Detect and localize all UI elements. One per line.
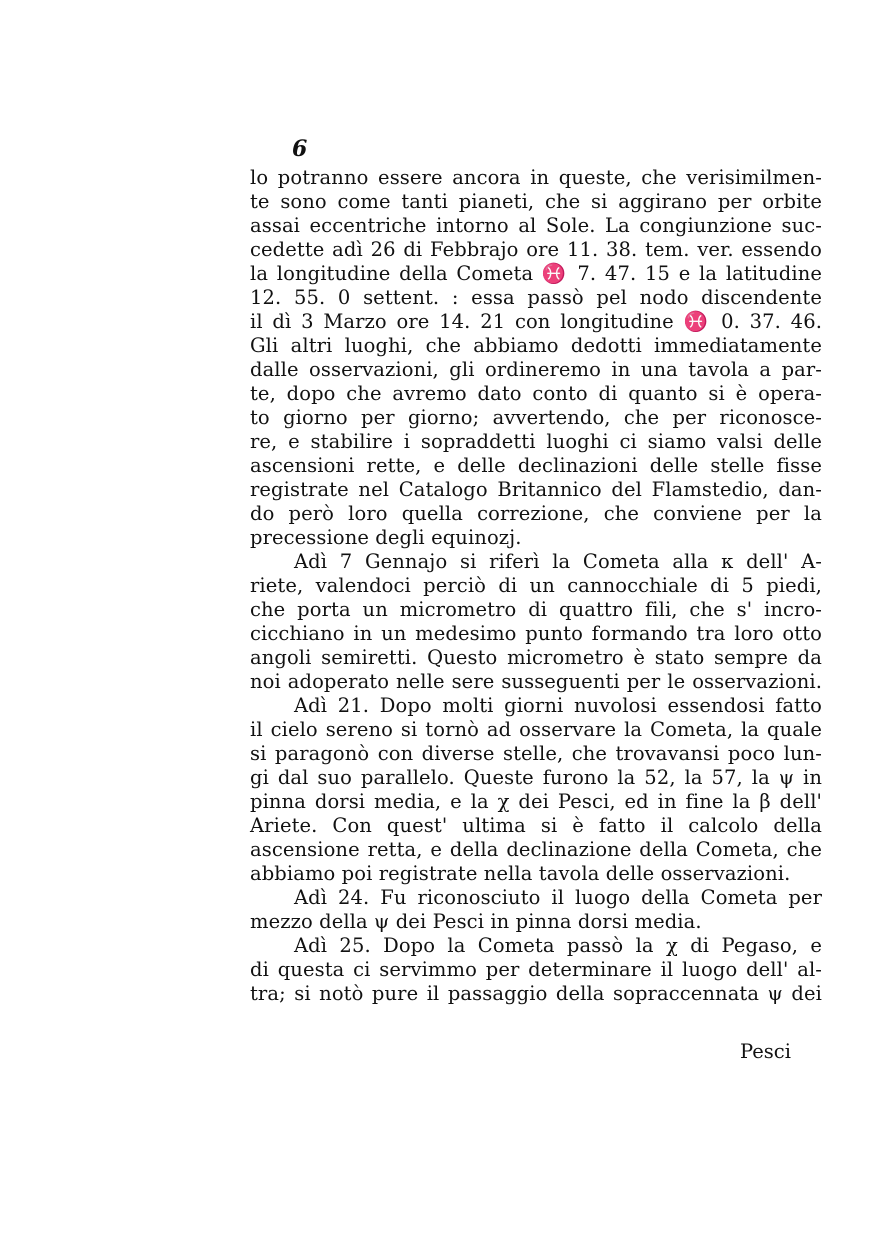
text-line: tra; si notò pure il passaggio della sopraccennata ψ dei: [250, 982, 822, 1005]
body-text: [250, 166, 822, 1006]
catchword: Pesci: [740, 1040, 791, 1063]
text-line: cicchiano in un medesimo punto formando tra loro otto: [250, 622, 822, 645]
text-line: ascensioni rette, e delle declinazioni delle stelle fisse: [250, 454, 822, 477]
text-line: Adì 24. Fu riconosciuto il luogo della Cometa per: [294, 886, 822, 909]
text-line: il dì 3 Marzo ore 14. 21 con longitudine ♓ 0. 37. 46.: [250, 310, 822, 333]
text-line: abbiamo poi registrate nella tavola delle osservazioni.: [250, 862, 791, 885]
text-line: mezzo della ψ dei Pesci in pinna dorsi media.: [250, 910, 702, 933]
text-line: Gli altri luoghi, che abbiamo dedotti immediatamente: [250, 334, 822, 357]
text-line: di questa ci servimmo per determinare il luogo dell' al-: [250, 958, 822, 981]
text-line: cedette adì 26 di Febbrajo ore 11. 38. tem. ver. essendo: [250, 238, 822, 261]
text-line: che porta un micrometro di quattro fili, che s' incro-: [250, 598, 822, 621]
text-line: noi adoperato nelle sere susseguenti per le osservazioni.: [250, 670, 822, 693]
page-number: 6: [292, 136, 308, 162]
text-line: te sono come tanti pianeti, che si aggirano per orbite: [250, 190, 822, 213]
text-line: il cielo sereno si tornò ad osservare la Cometa, la quale: [250, 718, 822, 741]
text-line: Adì 21. Dopo molti giorni nuvolosi essendosi fatto: [294, 694, 822, 717]
text-line: Adì 7 Gennajo si riferì la Cometa alla κ dell' A-: [294, 550, 822, 573]
text-line: 12. 55. 0 settent. : essa passò pel nodo discendente: [250, 286, 822, 309]
text-line: to giorno per giorno; avvertendo, che per riconosce-: [250, 406, 822, 429]
text-line: angoli semiretti. Questo micrometro è stato sempre da: [250, 646, 822, 669]
text-line: re, e stabilire i sopraddetti luoghi ci siamo valsi delle: [250, 430, 822, 453]
text-line: te, dopo che avremo dato conto di quanto si è opera-: [250, 382, 822, 405]
text-line: la longitudine della Cometa ♓ 7. 47. 15 e la latitudine: [250, 262, 822, 285]
text-line: do però loro quella correzione, che conviene per la: [250, 502, 822, 525]
text-line: riete, valendoci perciò di un cannocchiale di 5 piedi,: [250, 574, 822, 597]
text-line: si paragonò con diverse stelle, che trovavansi poco lun-: [250, 742, 822, 765]
text-line: precessione degli equinozj.: [250, 526, 522, 549]
text-line: registrate nel Catalogo Britannico del Flamstedio, dan-: [250, 478, 822, 501]
text-line: ascensione retta, e della declinazione della Cometa, che: [250, 838, 822, 861]
text-line: gi dal suo parallelo. Queste furono la 52, la 57, la ψ in: [250, 766, 822, 789]
text-line: dalle osservazioni, gli ordineremo in una tavola a par-: [250, 358, 822, 381]
text-line: assai eccentriche intorno al Sole. La congiunzione suc-: [250, 214, 822, 237]
text-line: Ariete. Con quest' ultima si è fatto il calcolo della: [250, 814, 822, 837]
text-line: lo potranno essere ancora in queste, che verisimilmen-: [250, 166, 822, 189]
text-line: pinna dorsi media, e la χ dei Pesci, ed in fine la β dell': [250, 790, 822, 813]
text-line: Adì 25. Dopo la Cometa passò la χ di Pegaso, e: [294, 934, 822, 957]
